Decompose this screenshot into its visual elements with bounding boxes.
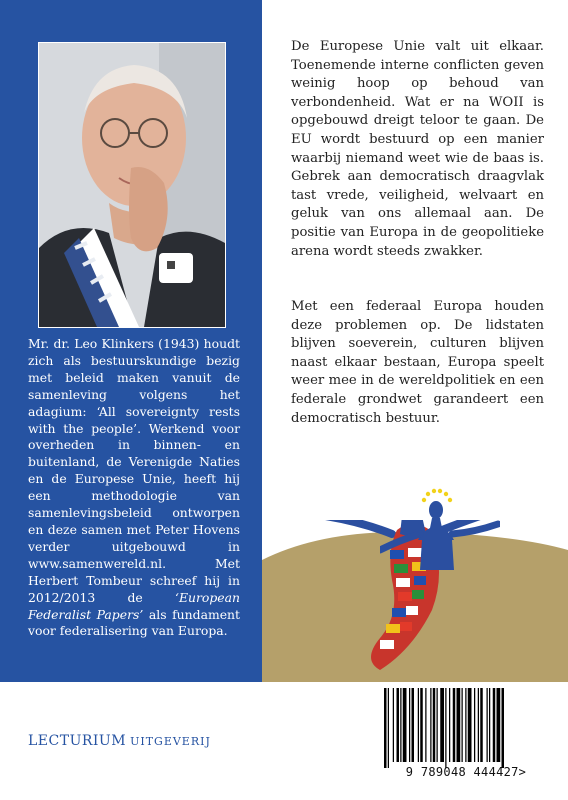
barcode-bar [474,688,475,762]
publisher-name: LECTURIUM [28,733,127,749]
author-bio [28,336,240,640]
bio-text: Mr. dr. Leo Klinkers (1943) houdt zich als bestuurskundige bezig met beleid maken vanuit de samenleving volgens het adagium: ‘All sovereignty rests with the people’. Werkend voor overheden in binnen- en buitenland, de Verenigde Naties en de Europese Unie, heeft hij een methodologie van samenlevingsbeleid ontworpen en deze samen met Peter Hovens verder uitgebouwd in www.samenwereld.nl. Met Herbert Tombeur schreef hij in 2012/2013 de [28,336,240,605]
barcode-bar [502,688,505,768]
isbn-number [378,765,554,779]
barcode-bar [457,688,461,762]
barcode-bar [462,688,463,762]
barcode-bar [412,688,415,762]
barcode-bar [388,688,389,768]
bio-text-end: als fundament voor federalisering van Europa. [28,606,240,639]
barcode-bar [493,688,496,762]
author-photo [38,42,226,328]
barcode-bar [497,688,501,762]
barcode-bar [440,688,444,762]
blurb-paragraph-1: De Europese Unie valt uit elkaar. Toenemende interne conflicten geven weinig hoop op behoud van verbondenheid. Wat er na WOII is opgebouwd dreigt teloor te gaan. De EU wordt bestuurd op een manier waarbij niemand weet wie de baas is. Gebrek aan democratisch draagvlak tast vrede, veiligheid, welvaart en geluk van ons allemaal aan. De positie van Europa in de geopolitieke arena wordt steeds zwakker. [291,39,544,259]
isbn-digits: 9 789048 444427 [405,765,519,779]
barcode-bar [468,688,472,762]
barcode-bar [433,688,436,762]
barcode-bar [418,688,419,762]
barcode-bar [430,688,431,762]
barcode-bar [480,688,483,762]
barcode-bar [384,688,387,768]
barcode-bar [449,688,450,762]
barcode-bar [437,688,438,762]
barcode-bar [425,688,426,762]
publisher-subtitle: UITGEVERIJ [130,735,211,748]
barcode-bar [487,688,488,762]
barcode-bar [397,688,400,762]
barcode-bar [453,688,456,762]
europa-figure-upper [380,480,500,570]
barcode-bar [445,688,446,768]
barcode-bar [393,688,394,762]
barcode-bar [465,688,466,762]
barcode-bar [478,688,479,762]
bio-italic-title: ‘European Federalist Papers’ [28,589,240,622]
barcode-bar [403,688,407,762]
barcode-bar [489,688,490,762]
blurb-paragraph-2: Met een federaal Europa houden deze problemen op. De lidstaten blijven soeverein, culturen blijven naast elkaar bestaan, Europa speelt weer mee in de wereldpolitiek en een federale grondwet garandeert een democratisch bestuur. [291,299,544,426]
barcode-bar [400,688,401,762]
barcode-bar [409,688,410,762]
publisher-logo [28,733,211,749]
isbn-marker: > [518,765,527,779]
barcode-bar [420,688,423,762]
